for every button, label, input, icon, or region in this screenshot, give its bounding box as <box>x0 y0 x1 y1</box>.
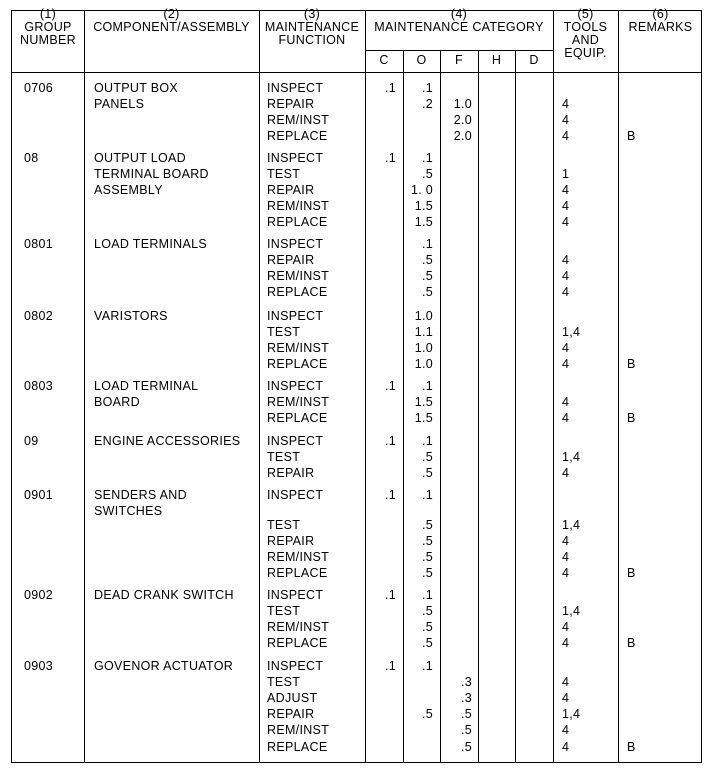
tools-value: 4 <box>562 534 570 548</box>
category-o-value: .5 <box>421 285 433 300</box>
tools-value: 4 <box>562 357 570 372</box>
category-f-value: .5 <box>460 739 472 754</box>
group-number: 0902 <box>24 588 54 602</box>
col-divider <box>515 50 516 762</box>
tools-value: 4 <box>562 620 570 635</box>
category-o-value: .1 <box>421 588 433 602</box>
maintenance-function: REPAIR <box>267 183 315 198</box>
group-number: 09 <box>24 434 39 448</box>
maintenance-function: REPAIR <box>267 534 315 548</box>
category-o-value: .5 <box>421 269 433 284</box>
group-number: 0803 <box>24 379 54 393</box>
category-o-value: .5 <box>421 707 433 722</box>
maintenance-function: TEST <box>267 604 301 619</box>
group-number: 08 <box>24 151 39 165</box>
category-f-value: .3 <box>460 691 472 706</box>
component-name: LOAD TERMINAL <box>94 379 199 393</box>
tools-value: 1,4 <box>562 604 581 619</box>
category-o-value: 1.0 <box>414 357 433 372</box>
category-o-value: .1 <box>421 434 433 448</box>
col-divider <box>259 11 260 762</box>
component-name: OUTPUT BOX <box>94 81 179 95</box>
category-c-value: .1 <box>384 588 396 602</box>
header-category-h: H <box>491 53 502 67</box>
header-maintenance-category: (4) MAINTENANCE CATEGORY <box>374 7 544 34</box>
category-o-value: .1 <box>421 81 433 95</box>
category-c-value: .1 <box>384 434 396 448</box>
category-o-value: .5 <box>421 167 433 182</box>
tools-value: 4 <box>562 395 570 410</box>
category-o-value: 1.5 <box>414 199 433 214</box>
category-o-value: .5 <box>421 550 433 564</box>
maintenance-function: INSPECT <box>267 81 324 95</box>
col-divider <box>618 11 619 762</box>
category-o-value: .1 <box>421 151 433 165</box>
maintenance-function: INSPECT <box>267 659 324 673</box>
category-o-value: .1 <box>421 488 433 502</box>
maintenance-function: REM/INST <box>267 269 330 284</box>
maintenance-function: REM/INST <box>267 341 330 356</box>
category-o-value: 1.0 <box>414 341 433 356</box>
category-f-value: .5 <box>460 707 472 722</box>
tools-value: 1,4 <box>562 450 581 465</box>
category-o-value: .5 <box>421 253 433 268</box>
maintenance-function: REM/INST <box>267 550 330 564</box>
category-f-value: 2.0 <box>453 129 472 144</box>
tools-value: 1 <box>562 167 570 182</box>
category-o-value: .5 <box>421 604 433 619</box>
tools-value: 4 <box>562 550 570 564</box>
maintenance-function: TEST <box>267 325 301 340</box>
tools-value: 1,4 <box>562 518 581 532</box>
header-remarks: (6) REMARKS <box>628 7 693 34</box>
group-number: 0801 <box>24 237 54 251</box>
category-f-value: .5 <box>460 723 472 738</box>
category-f-value: 1.0 <box>453 97 472 112</box>
tools-value: 4 <box>562 113 570 128</box>
maintenance-function: ADJUST <box>267 691 318 706</box>
header-category-c: C <box>379 53 389 67</box>
tools-value: 4 <box>562 97 570 112</box>
category-o-value: .2 <box>421 97 433 112</box>
header-maintenance-function: (3) MAINTENANCE FUNCTION <box>264 7 360 47</box>
tools-value: 4 <box>562 691 570 706</box>
tools-value: 4 <box>562 253 570 268</box>
tools-value: 4 <box>562 636 570 651</box>
tools-value: 1,4 <box>562 707 581 722</box>
component-name: BOARD <box>94 395 140 410</box>
header-rule <box>12 72 701 73</box>
maintenance-function: REM/INST <box>267 113 330 128</box>
tools-value: 4 <box>562 411 570 426</box>
header-tools: (5) TOOLS AND EQUIP. <box>563 7 608 60</box>
header-category-d: D <box>529 53 539 67</box>
maintenance-allocation-chart <box>11 7 702 763</box>
maintenance-function: REPAIR <box>267 253 315 268</box>
component-name: SWITCHES <box>94 504 163 519</box>
category-o-value: 1.5 <box>414 411 433 426</box>
maintenance-function: REPLACE <box>267 357 328 372</box>
tools-value: 4 <box>562 269 570 284</box>
header-category-o: O <box>416 53 427 67</box>
component-name: ASSEMBLY <box>94 183 163 198</box>
tools-value: 4 <box>562 723 570 738</box>
component-name: ENGINE ACCESSORIES <box>94 434 241 448</box>
maintenance-function: REPLACE <box>267 285 328 300</box>
maintenance-function: TEST <box>267 450 301 465</box>
group-number: 0706 <box>24 81 54 95</box>
component-name: PANELS <box>94 97 145 112</box>
category-o-value: .5 <box>421 466 433 481</box>
component-name: VARISTORS <box>94 309 168 323</box>
maintenance-function: TEST <box>267 518 301 532</box>
header-category-f: F <box>455 53 463 67</box>
header-component: (2) COMPONENT/ASSEMBLY <box>93 7 250 34</box>
category-o-value: 1.5 <box>414 215 433 230</box>
tools-value: 4 <box>562 566 570 580</box>
remarks-value: B <box>627 566 636 580</box>
maintenance-function: REM/INST <box>267 199 330 214</box>
category-o-value: 1.5 <box>414 395 433 410</box>
col-divider <box>440 50 441 762</box>
component-name: DEAD CRANK SWITCH <box>94 588 234 602</box>
remarks-value: B <box>627 739 636 754</box>
maintenance-function: REPLACE <box>267 129 328 144</box>
maintenance-function: INSPECT <box>267 379 324 393</box>
category-o-value: 1.0 <box>414 309 433 323</box>
tools-value: 4 <box>562 215 570 230</box>
category-o-value: .5 <box>421 534 433 548</box>
maintenance-function: REPLACE <box>267 411 328 426</box>
category-o-value: .5 <box>421 450 433 465</box>
category-o-value: .1 <box>421 237 433 251</box>
maintenance-function: TEST <box>267 167 301 182</box>
col-divider <box>478 50 479 762</box>
category-f-value: 2.0 <box>453 113 472 128</box>
maintenance-function: INSPECT <box>267 309 324 323</box>
maintenance-function: REM/INST <box>267 723 330 738</box>
category-c-value: .1 <box>384 81 396 95</box>
maintenance-function: REPLACE <box>267 636 328 651</box>
tools-value: 4 <box>562 183 570 198</box>
maintenance-function: INSPECT <box>267 588 324 602</box>
tools-value: 4 <box>562 129 570 144</box>
group-number: 0903 <box>24 659 54 673</box>
category-o-value: .5 <box>421 636 433 651</box>
remarks-value: B <box>627 636 636 651</box>
header-rule <box>365 50 553 51</box>
col-divider <box>84 11 85 762</box>
component-name: TERMINAL BOARD <box>94 167 209 182</box>
maintenance-function: TEST <box>267 675 301 690</box>
category-c-value: .1 <box>384 659 396 673</box>
category-o-value: .5 <box>421 620 433 635</box>
maintenance-function: REPLACE <box>267 739 328 754</box>
col-divider <box>553 11 554 762</box>
maintenance-function: REPLACE <box>267 215 328 230</box>
maintenance-function: INSPECT <box>267 237 324 251</box>
category-c-value: .1 <box>384 379 396 393</box>
category-o-value: 1. 0 <box>410 183 433 198</box>
component-name: GOVENOR ACTUATOR <box>94 659 234 673</box>
remarks-value: B <box>627 129 636 144</box>
category-o-value: .5 <box>421 566 433 580</box>
tools-value: 4 <box>562 675 570 690</box>
maintenance-function: INSPECT <box>267 434 324 448</box>
tools-value: 4 <box>562 199 570 214</box>
tools-value: 4 <box>562 739 570 754</box>
component-name: SENDERS AND <box>94 488 187 502</box>
tools-value: 4 <box>562 341 570 356</box>
maintenance-function: REPAIR <box>267 707 315 722</box>
category-o-value: .1 <box>421 659 433 673</box>
component-name: OUTPUT LOAD <box>94 151 186 165</box>
maintenance-function: INSPECT <box>267 151 324 165</box>
remarks-value: B <box>627 357 636 372</box>
maintenance-function: REPAIR <box>267 97 315 112</box>
component-name: LOAD TERMINALS <box>94 237 208 251</box>
category-o-value: 1.1 <box>414 325 433 340</box>
maintenance-function: REPAIR <box>267 466 315 481</box>
tools-value: 4 <box>562 285 570 300</box>
group-number: 0802 <box>24 309 54 323</box>
category-c-value: .1 <box>384 151 396 165</box>
category-o-value: .1 <box>421 379 433 393</box>
group-number: 0901 <box>24 488 54 502</box>
remarks-value: B <box>627 411 636 426</box>
header-group-number: (1) GROUP NUMBER <box>20 7 76 47</box>
maintenance-function: REM/INST <box>267 620 330 635</box>
category-o-value: .5 <box>421 518 433 532</box>
tools-value: 4 <box>562 466 570 481</box>
tools-value: 1,4 <box>562 325 581 340</box>
maintenance-function: REM/INST <box>267 395 330 410</box>
maintenance-function: REPLACE <box>267 566 328 580</box>
category-f-value: .3 <box>460 675 472 690</box>
category-c-value: .1 <box>384 488 396 502</box>
maintenance-function: INSPECT <box>267 488 324 502</box>
